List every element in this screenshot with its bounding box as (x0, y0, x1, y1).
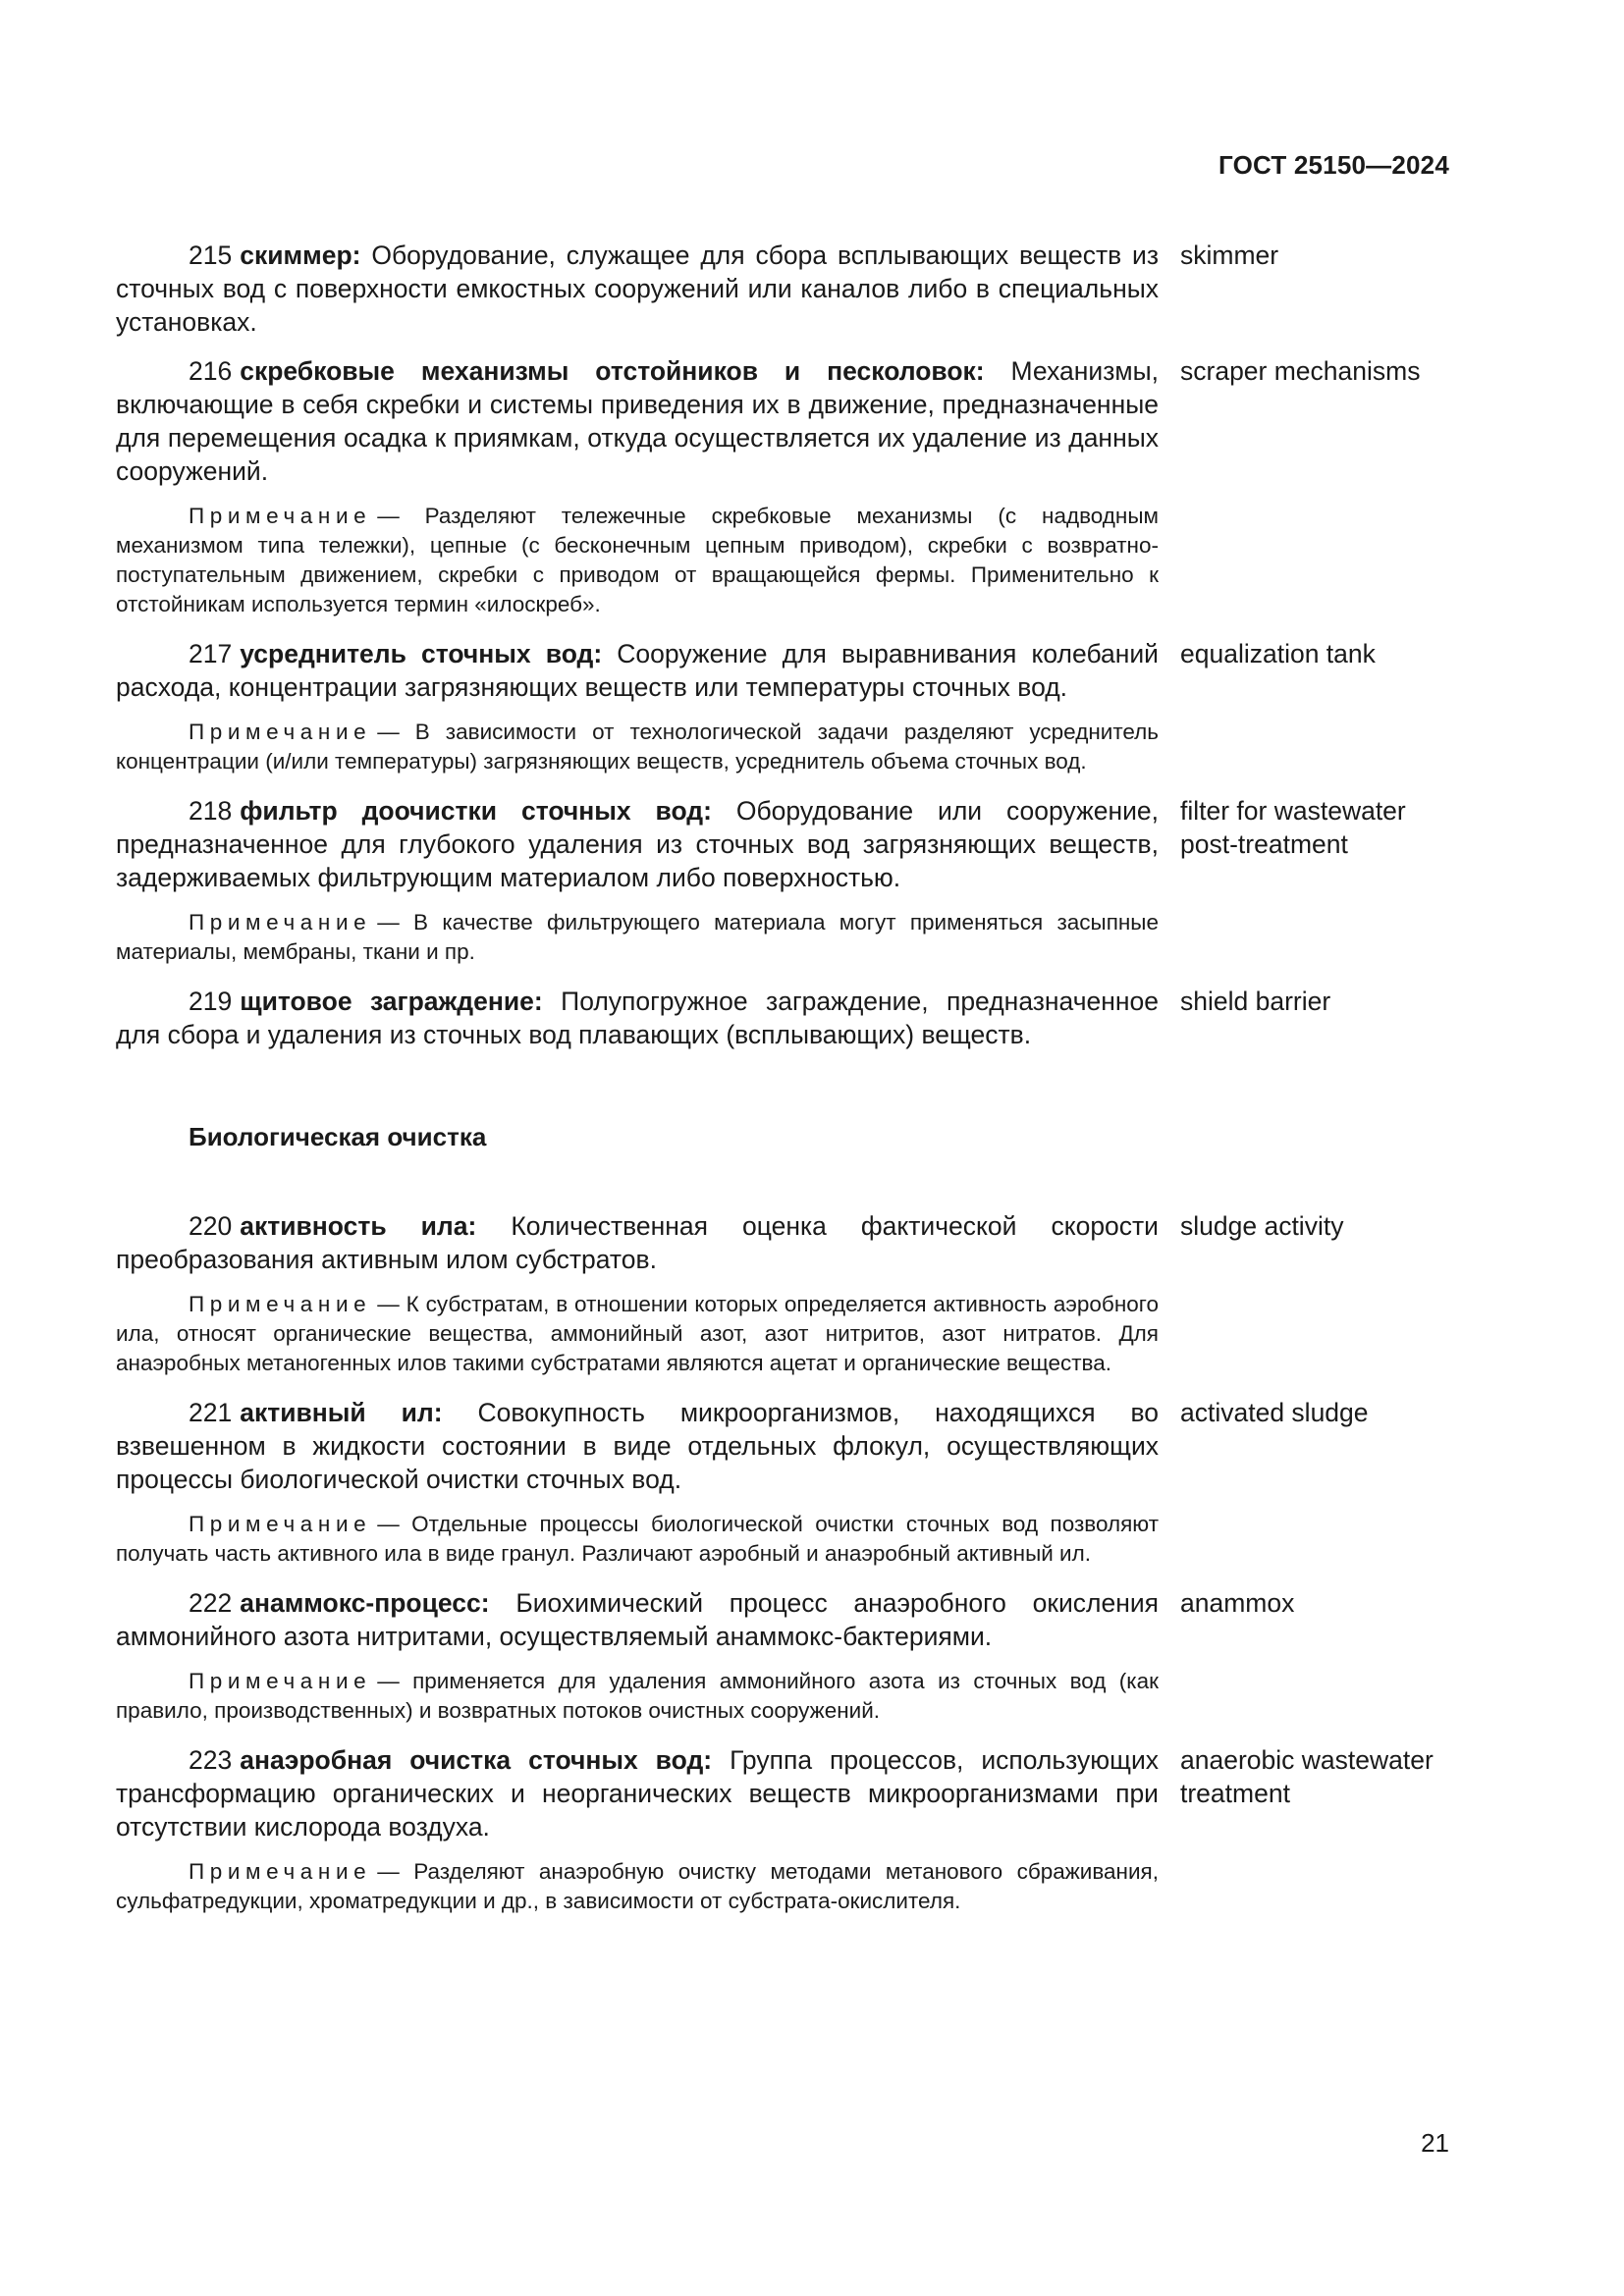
term-definition: Полупогружное заграждение, предназначенное для сбора и удаления из сточных вод плавающих (всплывающих) веществ. (116, 987, 1159, 1049)
term-definition: Сооружение для выравнивания колебаний расхода, концентрации загрязняющих веществ или температуры сточных вод. (116, 639, 1159, 702)
term-name: анаммокс-процесс: (240, 1588, 490, 1618)
term-definition-text (116, 1743, 1159, 1843)
english-equivalent: skimmer (1180, 240, 1279, 270)
english-equivalent: sludge activity (1180, 1211, 1344, 1241)
term-number: 220 (189, 1211, 233, 1241)
term-definition: Количественная оценка фактической скорости преобразования активным илом субстратов. (116, 1211, 1159, 1274)
entries-group-a (116, 239, 1451, 1051)
document-body (116, 239, 1451, 1934)
term-entry (116, 354, 1451, 488)
term-entry (116, 1209, 1451, 1276)
term-note (116, 1857, 1159, 1916)
term-entry (116, 637, 1451, 704)
standard-designation: ГОСТ 25150—2024 (1218, 150, 1449, 180)
term-definition: Совокупность микроорганизмов, находящихся во взвешенном в жидкости состоянии в виде отдельных флокул, осуществляющих процессы биологической очистки сточных вод. (116, 1398, 1159, 1494)
term-entry (116, 1743, 1451, 1843)
term-definition-text (116, 1396, 1159, 1496)
term-definition: Группа процессов, использующих трансформацию органических и неорганических веществ микроорганизмами при отсутствии кислорода воздуха. (116, 1745, 1160, 1842)
term-note (116, 908, 1159, 967)
term-note (116, 1290, 1159, 1378)
note-text: — применяется для удаления аммонийного азота из сточных вод (как правило, производственных) и возвратных потоков очистных сооружений. (116, 1669, 1159, 1723)
term-note (116, 1510, 1159, 1569)
term-definition-text (116, 637, 1159, 704)
term-entry (116, 239, 1451, 339)
note-text: — Разделяют тележечные скребковые механизмы (с надводным механизмом типа тележки), цепные (с бесконечным цепным приводом), скребки с возвратно-поступательным движением, скребки с приводом от вращающейся фермы. Применительно к отстойникам используется термин «илоскреб». (116, 504, 1159, 616)
term-entry (116, 1586, 1451, 1653)
term-entry (116, 1396, 1451, 1496)
note-text: — Отдельные процессы биологической очистки сточных вод позволяют получать часть активного ила в виде гранул. Различают аэробный и анаэробный активный ил. (116, 1512, 1159, 1566)
note-label: Примечание (189, 1512, 372, 1536)
english-equivalent: anammox (1180, 1588, 1295, 1618)
term-name: активность ила: (240, 1211, 477, 1241)
note-label: Примечание (189, 720, 372, 744)
english-equivalent: activated sludge (1180, 1398, 1369, 1427)
term-name: щитовое заграждение: (240, 987, 543, 1016)
page-number: 21 (1421, 2128, 1449, 2158)
term-number: 219 (189, 987, 233, 1016)
term-definition-text (116, 985, 1159, 1051)
note-label: Примечание (189, 910, 372, 934)
term-definition-text (116, 1586, 1159, 1653)
term-name: скиммер: (240, 240, 361, 270)
term-definition: Оборудование, служащее для сбора всплывающих веществ из сточных вод с поверхности емкостных сооружений или каналов либо в специальных установках. (116, 240, 1159, 337)
term-definition: Оборудование или сооружение, предназначенное для глубокого удаления из сточных вод загрязняющих веществ, задерживаемых фильтрующим материалом либо поверхностью. (116, 796, 1160, 892)
note-label: Примечание (189, 1669, 372, 1693)
term-definition-text (116, 1209, 1159, 1276)
english-equivalent: equalization tank (1180, 639, 1376, 668)
term-name: анаэробная очистка сточных вод: (240, 1745, 713, 1775)
term-entry (116, 794, 1451, 894)
term-definition-text (116, 354, 1159, 488)
term-definition: Механизмы, включающие в себя скребки и системы приведения их в движение, предназначенные для перемещения осадка к приямкам, откуда осуществляется их удаление из данных сооружений. (116, 356, 1159, 486)
term-definition-text (116, 794, 1159, 894)
english-equivalent: scraper mechanisms (1180, 356, 1421, 386)
note-label: Примечание (189, 504, 372, 528)
section-heading: Биологическая очистка (189, 1122, 487, 1151)
note-label: Примечание (189, 1859, 372, 1884)
term-name: фильтр доочистки сточных вод: (240, 796, 712, 826)
term-number: 222 (189, 1588, 233, 1618)
term-entry (116, 985, 1451, 1051)
term-number: 217 (189, 639, 233, 668)
term-number: 215 (189, 240, 233, 270)
english-equivalent: anaerobic wastewater treatment (1180, 1745, 1434, 1808)
note-text: — Разделяют анаэробную очистку методами метанового сбраживания, сульфатредукции, хроматредукции и др., в зависимости от субстрата-окислителя. (116, 1859, 1159, 1913)
term-note (116, 502, 1159, 619)
term-name: активный ил: (240, 1398, 443, 1427)
term-definition-text (116, 239, 1159, 339)
note-label: Примечание (189, 1292, 372, 1316)
term-name: скребковые механизмы отстойников и песколовок: (240, 356, 985, 386)
term-definition: Биохимический процесс анаэробного окисления аммонийного азота нитритами, осуществляемый анаммокс-бактериями. (116, 1588, 1159, 1651)
term-number: 223 (189, 1745, 233, 1775)
term-note (116, 1667, 1159, 1726)
term-number: 218 (189, 796, 233, 826)
term-number: 216 (189, 356, 233, 386)
note-text: — К субстратам, в отношении которых определяется активность аэробного ила, относят органические вещества, аммонийный азот, азот нитритов, азот нитратов. Для анаэробных метаногенных илов такими субстратами являются ацетат и органические вещества. (116, 1292, 1159, 1375)
english-equivalent: shield barrier (1180, 987, 1331, 1016)
term-name: усреднитель сточных вод: (240, 639, 603, 668)
english-equivalent: filter for wastewater post-treatment (1180, 796, 1406, 859)
note-text: — В зависимости от технологической задачи разделяют усреднитель концентрации (и/или температуры) загрязняющих веществ, усреднитель объема сточных вод. (116, 720, 1159, 774)
term-number: 221 (189, 1398, 233, 1427)
note-text: — В качестве фильтрующего материала могут применяться засыпные материалы, мембраны, ткани и пр. (116, 910, 1159, 964)
entries-group-b (116, 1209, 1451, 1916)
term-note (116, 718, 1159, 776)
